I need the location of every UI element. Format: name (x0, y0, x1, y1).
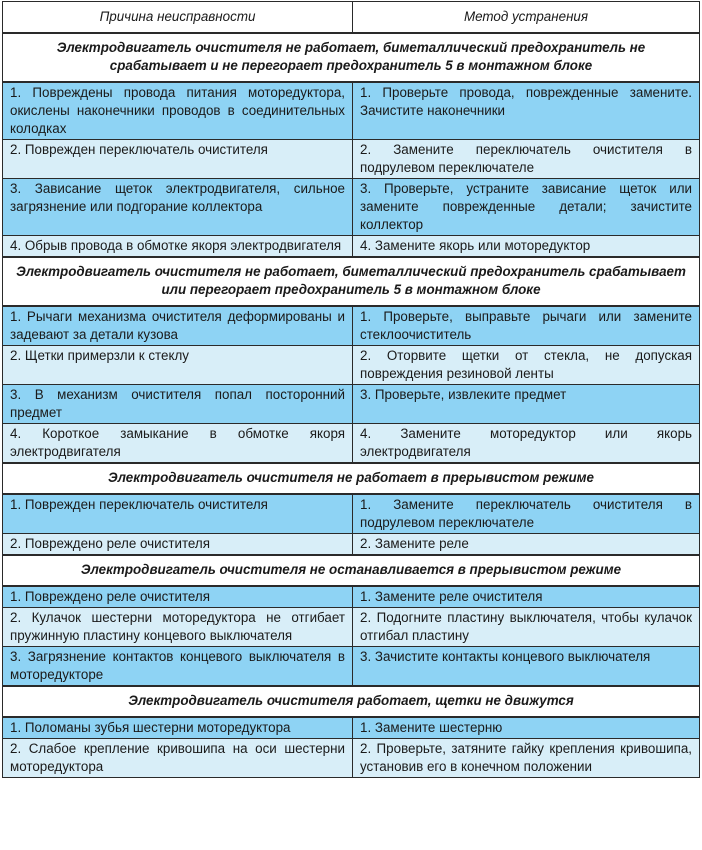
remedy-cell: 1. Проверьте, выправьте рычаги или замените стеклоочиститель (353, 306, 700, 346)
remedy-cell: 2. Замените реле (353, 534, 700, 556)
remedy-cell: 1. Проверьте провода, поврежденные замените. Зачистите наконечники (353, 82, 700, 140)
remedy-cell: 1. Замените шестерню (353, 717, 700, 739)
table-row (3, 140, 700, 179)
cause-cell: 1. Рычаги механизма очистителя деформированы и задевают за детали кузова (3, 306, 353, 346)
table-row (3, 647, 700, 687)
section-4 (3, 555, 700, 686)
cause-cell: 3. В механизм очистителя попал посторонний предмет (3, 385, 353, 424)
table-row (3, 717, 700, 739)
table-row (3, 424, 700, 464)
cause-cell: 3. Зависание щеток электродвигателя, сильное загрязнение или подгорание коллектора (3, 179, 353, 236)
table-row (3, 534, 700, 556)
table-row (3, 179, 700, 236)
header-row (3, 2, 700, 34)
remedy-cell: 2. Оторвите щетки от стекла, не допуская повреждения резиновой ленты (353, 346, 700, 385)
cause-cell: 2. Щетки примерзли к стеклу (3, 346, 353, 385)
remedy-cell: 2. Подогните пластину выключателя, чтобы кулачок отгибал пластину (353, 608, 700, 647)
cause-cell: 1. Поломаны зубья шестерни моторедуктора (3, 717, 353, 739)
table-row (3, 739, 700, 778)
section-title: Электродвигатель очистителя не работает, биметаллический предохранитель срабатывает или перегорает предохранитель 5 в монтажном блоке (3, 257, 700, 306)
remedy-cell: 4. Замените моторедуктор или якорь электродвигателя (353, 424, 700, 464)
cause-cell: 2. Слабое крепление кривошипа на оси шестерни моторедуктора (3, 739, 353, 778)
section-title: Электродвигатель очистителя не работает в прерывистом режиме (3, 463, 700, 494)
section-5 (3, 686, 700, 778)
cause-cell: 1. Повреждено реле очистителя (3, 586, 353, 608)
table-row (3, 586, 700, 608)
cause-cell: 4. Обрыв провода в обмотке якоря электродвигателя (3, 236, 353, 258)
remedy-cell: 3. Проверьте, извлеките предмет (353, 385, 700, 424)
section-title: Электродвигатель очистителя не останавливается в прерывистом режиме (3, 555, 700, 586)
cause-cell: 1. Поврежден переключатель очистителя (3, 494, 353, 534)
table-row (3, 608, 700, 647)
remedy-cell: 2. Замените переключатель очистителя в подрулевом переключателе (353, 140, 700, 179)
remedy-cell: 4. Замените якорь или моторедуктор (353, 236, 700, 258)
remedy-cell: 1. Замените реле очистителя (353, 586, 700, 608)
remedy-cell: 2. Проверьте, затяните гайку крепления кривошипа, установив его в конечном положении (353, 739, 700, 778)
remedy-cell: 3. Зачистите контакты концевого выключателя (353, 647, 700, 687)
remedy-cell: 3. Проверьте, устраните зависание щеток или замените поврежденные детали; зачистите коллектор (353, 179, 700, 236)
cause-cell: 1. Повреждены провода питания моторедуктора, окислены наконечники проводов в соединительных колодках (3, 82, 353, 140)
table-row (3, 385, 700, 424)
cause-column-header: Причина неисправности (3, 2, 353, 34)
section-title: Электродвигатель очистителя не работает, биметаллический предохранитель не срабатывает и не перегорает предохранитель 5 в монтажном блоке (3, 33, 700, 82)
cause-cell: 3. Загрязнение контактов концевого выключателя в моторедукторе (3, 647, 353, 687)
troubleshooting-table (2, 1, 700, 778)
cause-cell: 2. Кулачок шестерни моторедуктора не отгибает пружинную пластину концевого выключателя (3, 608, 353, 647)
section-1 (3, 33, 700, 257)
table-row (3, 346, 700, 385)
section-2 (3, 257, 700, 463)
table-row (3, 494, 700, 534)
table-row (3, 236, 700, 258)
table-row (3, 82, 700, 140)
section-3 (3, 463, 700, 555)
remedy-column-header: Метод устранения (353, 2, 700, 34)
remedy-cell: 1. Замените переключатель очистителя в подрулевом переключателе (353, 494, 700, 534)
table-row (3, 306, 700, 346)
cause-cell: 2. Повреждено реле очистителя (3, 534, 353, 556)
cause-cell: 2. Поврежден переключатель очистителя (3, 140, 353, 179)
cause-cell: 4. Короткое замыкание в обмотке якоря электродвигателя (3, 424, 353, 464)
section-title: Электродвигатель очистителя работает, щетки не движутся (3, 686, 700, 717)
